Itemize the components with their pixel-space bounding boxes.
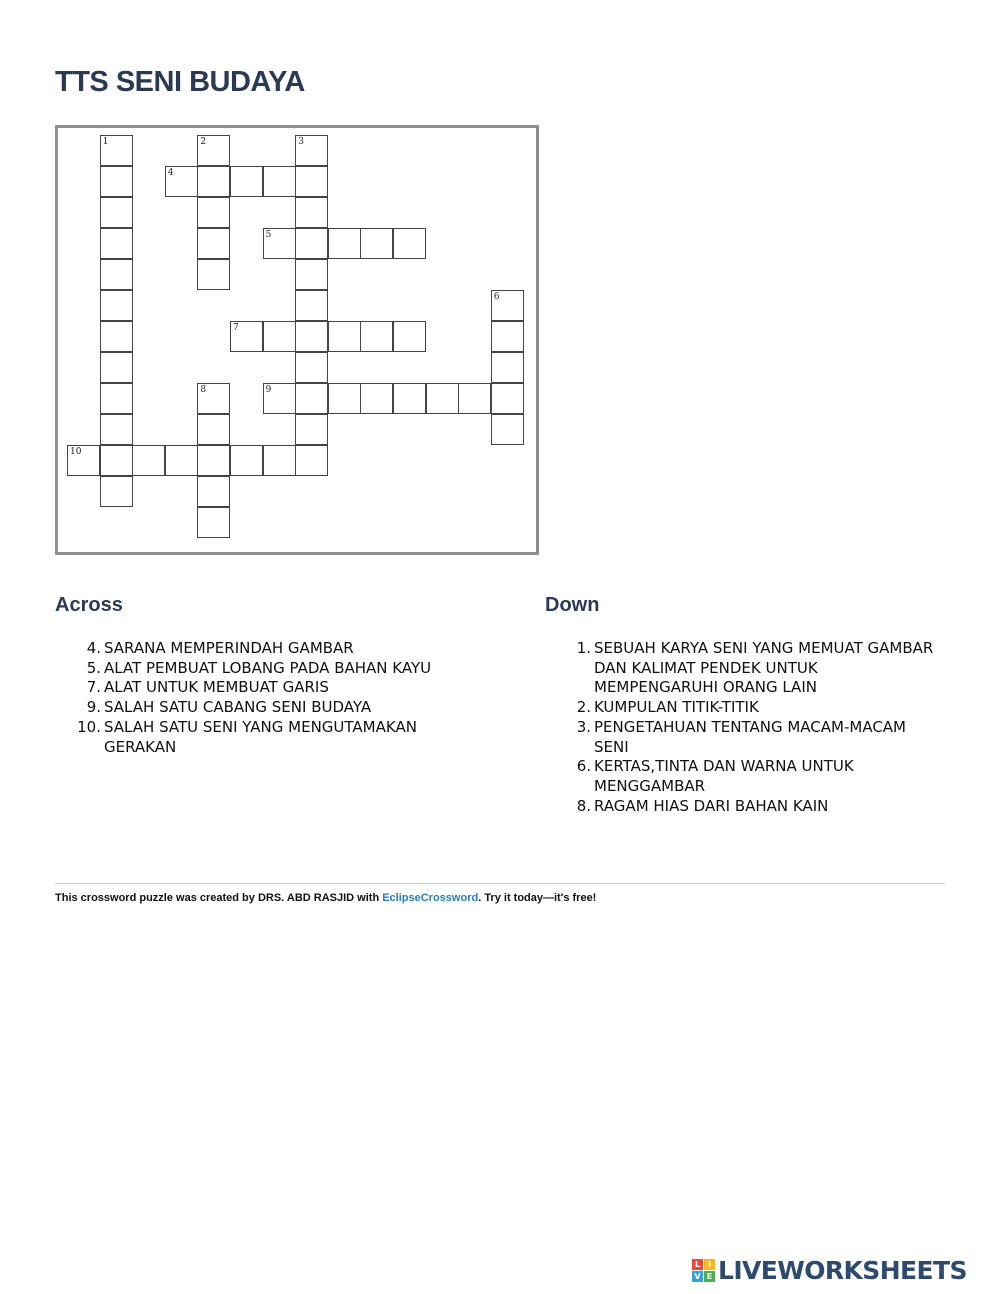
clue-number: 3 xyxy=(298,137,304,147)
crossword-cell[interactable] xyxy=(197,507,230,538)
footer-divider xyxy=(55,883,945,884)
crossword-cell[interactable] xyxy=(100,414,133,445)
crossword-cell[interactable] xyxy=(491,414,524,445)
clue-number: 9 xyxy=(265,385,272,395)
across-clue xyxy=(55,659,455,679)
crossword-cell[interactable] xyxy=(230,166,263,197)
across-clue-list xyxy=(55,639,455,757)
credit-suffix: . Try it today—it's free! xyxy=(478,892,597,904)
crossword-cell[interactable] xyxy=(426,383,459,414)
crossword-cell[interactable] xyxy=(328,383,361,414)
down-heading: Down xyxy=(545,594,600,616)
crossword-cell[interactable] xyxy=(100,476,133,507)
crossword-cell[interactable] xyxy=(230,321,263,352)
across-clue xyxy=(55,678,455,698)
down-clue xyxy=(545,639,945,698)
clue-number: 6. xyxy=(576,757,591,776)
crossword-cell[interactable] xyxy=(360,228,393,259)
crossword-cell[interactable] xyxy=(295,321,328,352)
liveworksheets-logo-icon xyxy=(692,1259,715,1282)
crossword-cell[interactable] xyxy=(197,135,230,166)
crossword-cell[interactable] xyxy=(458,383,491,414)
crossword-cell[interactable] xyxy=(230,445,263,476)
crossword-cell[interactable] xyxy=(393,383,426,414)
crossword-cell[interactable] xyxy=(100,321,133,352)
crossword-cell[interactable] xyxy=(100,259,133,290)
crossword-cell[interactable] xyxy=(295,228,328,259)
crossword-cell[interactable] xyxy=(295,414,328,445)
crossword-cell[interactable] xyxy=(197,166,230,197)
clue-text: SEBUAH KARYA SENI YANG MEMUAT GAMBAR DAN KALIMAT PENDEK UNTUK MEMPENGARUHI ORANG LAIN xyxy=(594,639,934,697)
clue-number: 5 xyxy=(265,230,272,240)
crossword-cell[interactable] xyxy=(100,290,133,321)
clue-number: 7 xyxy=(233,323,239,333)
crossword-cell[interactable] xyxy=(295,290,328,321)
across-clue xyxy=(55,718,455,757)
clue-number: 3. xyxy=(576,717,591,736)
credit-prefix: This crossword puzzle was created by DRS. ABD RASJID with xyxy=(55,892,383,904)
clue-number: 1 xyxy=(102,137,109,147)
clue-number: 4. xyxy=(86,639,101,657)
crossword-cell[interactable] xyxy=(393,228,426,259)
clue-number: 4 xyxy=(167,168,174,178)
crossword-cell[interactable] xyxy=(197,414,230,445)
clue-number: 10. xyxy=(77,717,101,736)
clue-text: ALAT UNTUK MEMBUAT GARIS xyxy=(104,678,329,697)
clue-number: 10 xyxy=(70,447,82,457)
crossword-cell[interactable] xyxy=(197,476,230,507)
clue-number: 7. xyxy=(86,678,101,697)
crossword-cell[interactable] xyxy=(263,321,296,352)
crossword-cell[interactable] xyxy=(100,445,133,476)
crossword-cell[interactable] xyxy=(263,383,296,414)
crossword-cell[interactable] xyxy=(491,321,524,352)
crossword-cell[interactable] xyxy=(100,166,133,197)
crossword-cell[interactable] xyxy=(491,352,524,383)
crossword-cell[interactable] xyxy=(328,321,361,352)
logo-tile: L xyxy=(692,1259,703,1270)
crossword-cell[interactable] xyxy=(263,445,296,476)
crossword-cell[interactable] xyxy=(100,135,133,166)
crossword-cell[interactable] xyxy=(100,383,133,414)
crossword-cell[interactable] xyxy=(295,166,328,197)
crossword-cell[interactable] xyxy=(491,290,524,321)
crossword-cell[interactable] xyxy=(165,445,198,476)
clue-text: ALAT PEMBUAT LOBANG PADA BAHAN KAYU xyxy=(104,658,432,677)
eclipsecrossword-link[interactable]: EclipseCrossword xyxy=(382,892,479,904)
crossword-grid xyxy=(55,125,539,555)
crossword-cell[interactable] xyxy=(295,352,328,383)
clue-number: 8. xyxy=(576,796,591,815)
clue-number: 9. xyxy=(86,698,101,717)
crossword-cell[interactable] xyxy=(132,445,165,476)
crossword-cell[interactable] xyxy=(295,197,328,228)
clue-number: 2 xyxy=(200,137,207,147)
liveworksheets-brand[interactable] xyxy=(692,1255,967,1285)
down-clue xyxy=(545,698,945,718)
crossword-cell[interactable] xyxy=(67,445,100,476)
crossword-cell[interactable] xyxy=(295,383,328,414)
crossword-cell[interactable] xyxy=(197,383,230,414)
brand-name: LIVEWORKSHEETS xyxy=(718,1255,967,1285)
down-clue xyxy=(545,757,945,796)
logo-tile: V xyxy=(692,1271,703,1282)
clue-number: 5. xyxy=(86,658,101,677)
clue-text: SALAH SATU CABANG SENI BUDAYA xyxy=(104,698,372,717)
logo-tile: E xyxy=(704,1271,715,1282)
crossword-cell[interactable] xyxy=(295,445,328,476)
down-clue-list xyxy=(545,639,945,816)
clue-number: 1. xyxy=(576,639,591,657)
credit-line xyxy=(55,892,596,904)
crossword-cell[interactable] xyxy=(393,321,426,352)
crossword-cell[interactable] xyxy=(263,228,296,259)
crossword-cell[interactable] xyxy=(197,445,230,476)
crossword-cell[interactable] xyxy=(328,228,361,259)
crossword-cell[interactable] xyxy=(197,259,230,290)
across-clue xyxy=(55,698,455,718)
crossword-cell[interactable] xyxy=(100,197,133,228)
clue-text: KUMPULAN TITIK-TITIK xyxy=(594,698,759,717)
clue-text: RAGAM HIAS DARI BAHAN KAIN xyxy=(594,796,829,815)
clue-number: 6 xyxy=(493,292,500,302)
crossword-cell[interactable] xyxy=(100,228,133,259)
crossword-cell[interactable] xyxy=(491,383,524,414)
clue-text: KERTAS,TINTA DAN WARNA UNTUK MENGGAMBAR xyxy=(594,757,854,795)
page-title: TTS SENI BUDAYA xyxy=(55,66,305,98)
crossword-cell[interactable] xyxy=(165,166,198,197)
clue-text: SARANA MEMPERINDAH GAMBAR xyxy=(104,639,354,657)
clue-number: 8 xyxy=(200,385,207,395)
clue-text: SALAH SATU SENI YANG MENGUTAMAKAN GERAKAN xyxy=(104,717,417,756)
down-clue xyxy=(545,797,945,817)
crossword-cell[interactable] xyxy=(100,352,133,383)
across-clue xyxy=(55,639,455,659)
crossword-cell[interactable] xyxy=(197,197,230,228)
down-clue xyxy=(545,718,945,757)
crossword-cell[interactable] xyxy=(360,321,393,352)
crossword-cell[interactable] xyxy=(263,166,296,197)
crossword-cell[interactable] xyxy=(295,259,328,290)
crossword-cell[interactable] xyxy=(197,228,230,259)
logo-tile: I xyxy=(704,1259,715,1270)
clue-number: 2. xyxy=(576,698,591,717)
crossword-cell[interactable] xyxy=(360,383,393,414)
clue-text: PENGETAHUAN TENTANG MACAM-MACAM SENI xyxy=(594,717,906,756)
crossword-cell[interactable] xyxy=(295,135,328,166)
across-heading: Across xyxy=(55,594,123,616)
